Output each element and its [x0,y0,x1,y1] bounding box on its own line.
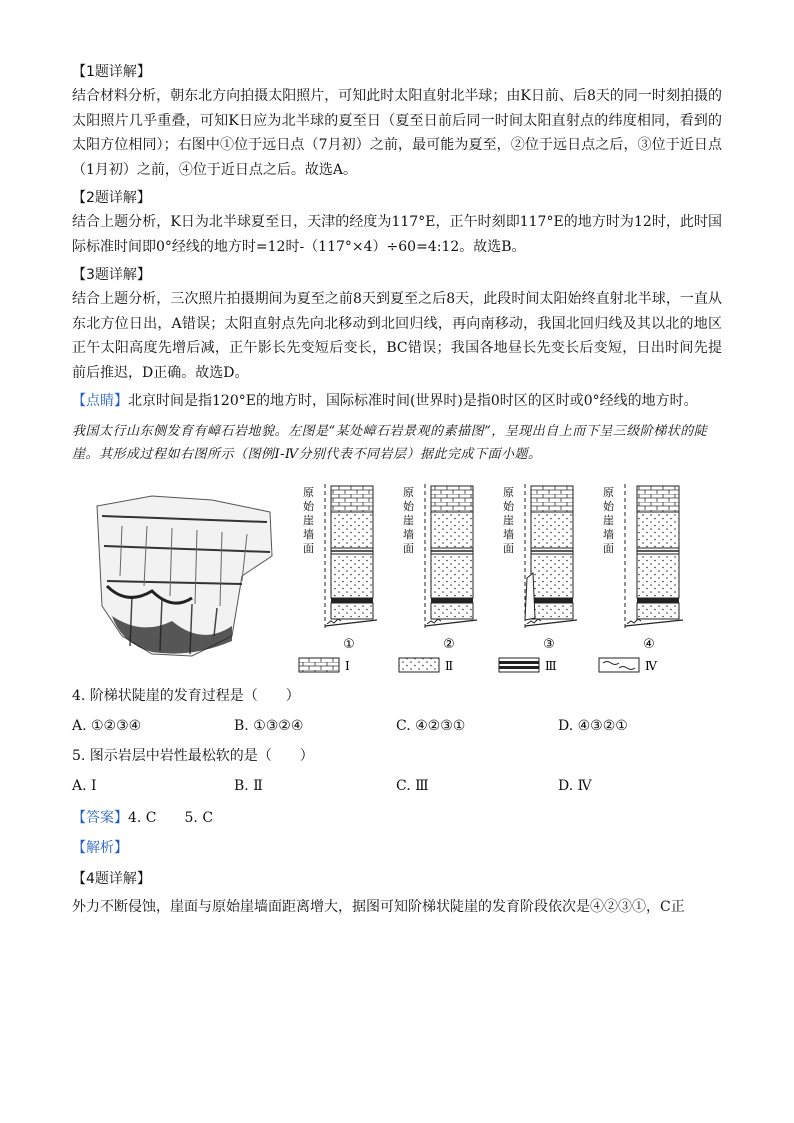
wall-label: 原始崖墙面 [403,485,414,555]
tip-paragraph [72,389,722,414]
formation-stage-4 [603,484,683,652]
q2-explanation: 结合上题分析，K日为北半球夏至日，天津的经度为117°E，正午时刻即117°E的地方时为12时，此时国际标准时间即0°经线的地方时=12时-（117°×4）÷60=4:12。故选B。 [72,214,722,255]
answer-line [72,806,722,831]
legend-item-1 [299,658,350,673]
stage-label: ② [443,636,455,652]
answer-label: 【答案】 [72,809,128,826]
formation-stage-2 [403,484,477,652]
question-4-option-c[interactable]: C. ④②③① [396,717,466,734]
question-4-option-b[interactable]: B. ①③②④ [234,717,304,734]
document-page [72,60,722,919]
legend-item-4 [599,658,658,673]
legend-label: Ⅲ [545,658,557,673]
q1-explanation: 结合材料分析，朝东北方向拍摄太阳照片，可知此时太阳直射北半球；由K日前、后8天的同一时刻拍摄的太阳照片几乎重叠，可知K日应为北半球的夏至日（夏至日前后同一时间太阳直射点的纬度相同，看到的太阳方位相同）；右图中①位于远日点（7月初）之前，最可能为夏至，②位于远日点之后，③位于近日点（1月初）之前，④位于近日点之后。故选A。 [72,88,722,178]
q4-heading: 【4题详解】 [72,870,151,887]
question-4-stem: 4. 阶梯状陡崖的发育过程是（ ） [72,687,300,704]
q3-heading: 【3题详解】 [72,267,151,283]
question-5-stem: 5. 图示岩层中岩性最松软的是（ ） [72,747,314,764]
formation-stage-3 [503,484,577,652]
stage-label: ③ [543,636,555,652]
legend-label: Ⅰ [345,658,350,673]
question-5-option-a[interactable]: A. Ⅰ [72,777,97,794]
legend-item-3 [499,658,557,673]
question-4-option-a[interactable]: A. ①②③④ [72,717,142,734]
stage-label: ④ [643,636,655,652]
question-intro: 我国太行山东侧发育有嶂石岩地貌。左图是“某处嶂石岩景观的素描图”，呈现出自上而下呈三级阶梯状的陡崖。其形成过程如右图所示（图例Ⅰ-Ⅳ分别代表不同岩层）据此完成下面小题。 [72,423,708,462]
q1-heading: 【1题详解】 [72,64,151,80]
stage-label: ① [343,636,355,652]
q3-explanation: 结合上题分析，三次照片拍摄期间为夏至之前8天到夏至之后8天，此段时间太阳始终直射北半球，一直从东北方位日出，A错误；太阳直射点先向北移动到北回归线，再向南移动，我国北回归线及其以北的地区正午太阳高度先增后减，正午影长先变短后变长，BC错误；我国各地昼长先变长后变短，日出时间先提前后推迟，D正确。故选D。 [72,291,722,381]
wall-label: 原始崖墙面 [503,485,514,555]
tip-heading: 【点睛】 [72,393,128,409]
tip-text: 北京时间是指120°E的地方时，国际标准时间(世界时)是指0时区的区时或0°经线的地方时。 [128,393,698,409]
formation-stage-1 [303,484,377,652]
question-4-options [72,714,722,738]
wall-label: 原始崖墙面 [603,485,614,555]
cliff-formation-diagram [297,478,697,678]
question-5-option-d[interactable]: D. Ⅳ [558,777,592,794]
legend-label: Ⅱ [445,658,454,673]
question-5-options [72,774,722,798]
legend-label: Ⅳ [645,658,657,673]
q4-explanation: 外力不断侵蚀，崖面与原始崖墙面距离增大，据图可知阶梯状陡崖的发育阶段依次是④②③①，C正 [72,898,685,915]
legend-item-2 [399,658,453,673]
question-5-option-c[interactable]: C. Ⅲ [396,777,429,794]
question-5-option-b[interactable]: B. Ⅱ [234,777,263,794]
cliff-sketch-image [92,486,277,661]
wall-label: 原始崖墙面 [303,485,314,555]
question-4-option-d[interactable]: D. ④③②① [558,717,628,734]
analysis-label: 【解析】 [72,840,128,856]
q2-heading: 【2题详解】 [72,190,151,206]
answer-text: 4. C 5. C [128,809,214,826]
figure-area [72,478,722,678]
